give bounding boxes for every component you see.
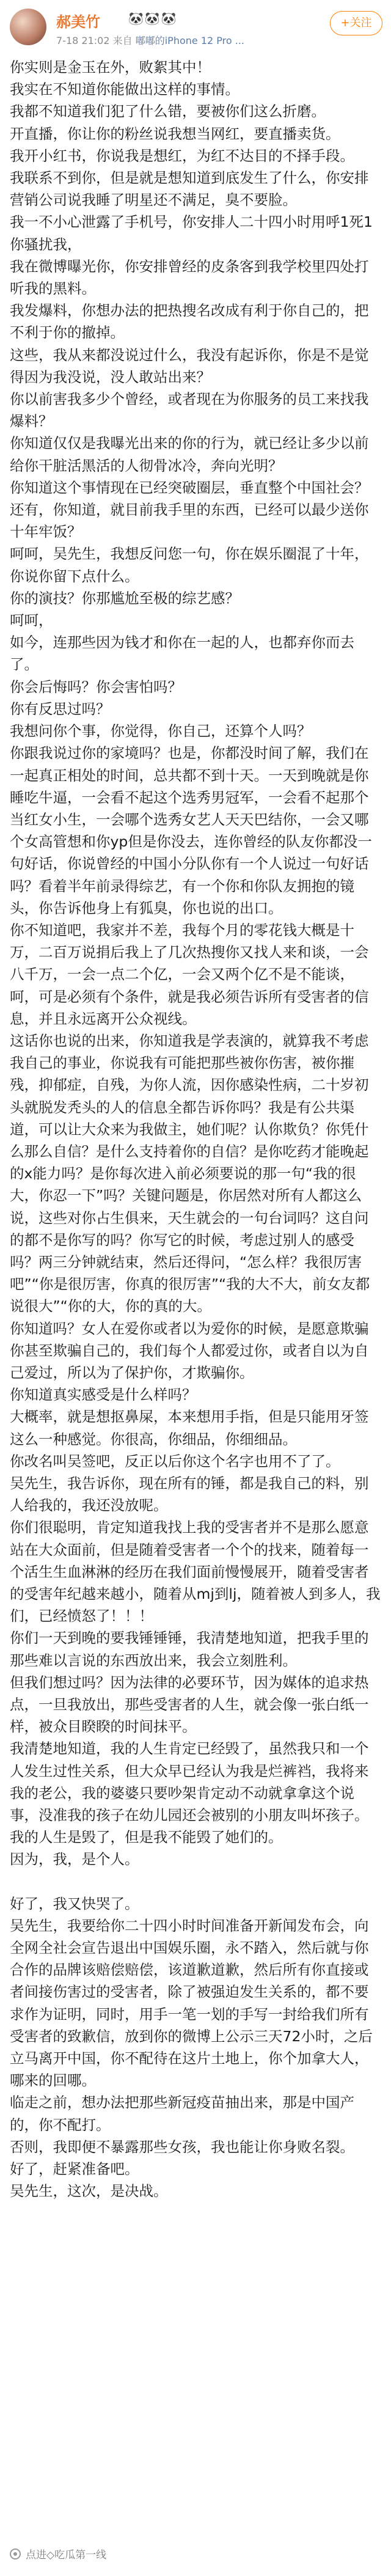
post-paragraph: 你们一天到晚的要我锤锤锤，我清楚地知道，把我手里的那些难以言说的东西放出来，我会立刻胜利。 bbox=[10, 1629, 369, 1669]
post-paragraph: 我的人生是毁了，但是我不能毁了她们的。 bbox=[10, 1829, 283, 1846]
post-paragraph: 你实则是金玉在外，败絮其中！ bbox=[10, 59, 211, 76]
blank-line bbox=[10, 1871, 381, 1893]
post-paragraph: 吴先生，这次，是决战。 bbox=[10, 2182, 168, 2200]
post-paragraph: 你有反思过吗？ bbox=[10, 700, 111, 717]
post-paragraph: 我想问你个事，你觉得，你自己，还算个人吗？ bbox=[10, 722, 312, 740]
post-body bbox=[0, 56, 391, 2203]
post-paragraph: 呵呵， bbox=[10, 612, 53, 629]
post-paragraph: 开直播，你让你的粉丝说我想当网红，要直播卖货。 bbox=[10, 125, 340, 142]
post-paragraph: 我在微博曝光你，你安排曾经的皮条客到我学校里四处打听我的黑料。 bbox=[10, 257, 369, 298]
post-paragraph: 你改名叫吴签吧，反正以后你这个名字也用不了了。 bbox=[10, 1452, 340, 1470]
post-paragraph: 吴先生，我要给你二十四小时时间准备开新闻发布会，向全网全社会宣告退出中国娱乐圈，永不踏入，然后就与你合作的品牌该赔偿赔偿，该道歉道歉，然后所有你直接或者间接伤害过的受害者，除了被强迫发生关系的，都不要求作为证明，同时，用手一笔一划的手写一封给我们所有受害者的致歉信，放到你的微博上公示三天72小时，之后立马离开中国，你不配待在这片土地上，你个加拿大人，哪来的回哪。 bbox=[10, 1917, 373, 2090]
post-paragraph: 我开小红书，你说我是想红，为红不达目的不择手段。 bbox=[10, 147, 354, 164]
post-paragraph: 你知道仅仅是我曝光出来的你的行为，就已经让多少以前给你干脏活黑活的人彻骨冰冷，奔向光明？ bbox=[10, 435, 369, 474]
eye-icon bbox=[10, 2548, 21, 2559]
post-paragraph: 我实在不知道你能做出这样的事情。 bbox=[10, 81, 239, 98]
post-paragraph: 你知道这个事情现在已经突破圈层，垂直整个中国社会？ bbox=[10, 479, 369, 496]
post-paragraph: 你的演技？你那尴尬至极的综艺感？ bbox=[10, 589, 239, 607]
post-paragraph: 大概率，就是想抠鼻屎，本来想用手指，但是只能用牙签这么一种感觉。你很高，你细品，你细细品。 bbox=[10, 1408, 369, 1448]
follow-button[interactable]: +关注 bbox=[330, 11, 382, 35]
post-paragraph: 吴先生，我告诉你，现在所有的锤，都是我自己的料，别人给我的，我还没放呢。 bbox=[10, 1475, 369, 1514]
post-meta bbox=[56, 33, 244, 47]
post-paragraph: 好了，赶紧准备吧。 bbox=[10, 2160, 139, 2178]
post-footer[interactable] bbox=[10, 2546, 106, 2561]
post-paragraph: 呵呵，吴先生，我想反问您一句，你在娱乐圈混了十年，你说你留下点什么。 bbox=[10, 545, 369, 585]
post-paragraph: 好了，我又快哭了。 bbox=[10, 1895, 139, 1912]
post-paragraph: 如今，连那些因为钱才和你在一起的人，也都弃你而去了。 bbox=[10, 634, 354, 673]
post-paragraph: 否则，我即便不暴露那些女孩，我也能让你身败名裂。 bbox=[10, 2138, 354, 2156]
post-paragraph: 你知道吗？女人在爱你或者以为爱你的时候，是愿意欺骗你甚至欺骗自己的，我们每个人都爱过你，或者自以为自己爱过，所以为了保护你，才欺骗你。 bbox=[10, 1319, 369, 1381]
post-paragraph: 临走之前，想办法把那些新冠疫苗抽出来，那是中国产的，你不配打。 bbox=[10, 2094, 354, 2134]
post-paragraph: 这话你也说的出来，你知道我是学表演的，就算我不考虑我自己的事业，你说我有可能把那些被你伤害，被你摧残，抑郁症，自残，为你人流，因你感染性病，二十岁初头就脱发秃头的人的信息全都告诉你吗？我是有公共渠道，可以让大众来为我做主，她们呢？认你欺负？你凭什么那么自信？是什么支持着你的自信？是你吃药才能晚起的x能力吗？是你每次进入前必须要说的那一句“我的很大，你忍一下”吗？关键问题是，你居然对所有人都这么说，这些对你占生俱来，天生就会的一句台词吗？这自问的都不是你写的吗？你写它的时候，考虑过别人的感受吗？两三分钟就结束，然后还得问，“怎么样？我很厉害吧”“你是很厉害，你真的很厉害”“我的大不大，前女友都说很大”“你的大，你的真的大。 bbox=[10, 1032, 370, 1315]
post-paragraph: 我都不知道我们犯了什么错，要被你们这么折磨。 bbox=[10, 103, 326, 120]
post-paragraph: 这些，我从来都没说过什么，我没有起诉你，你是不是觉得因为我没说，没人敢站出来？ bbox=[10, 346, 369, 386]
avatar[interactable] bbox=[10, 9, 46, 45]
post-paragraph: 但我们想过吗？因为法律的必要环节，因为媒体的追求热点，一旦我放出，那些受害者的人生，就会像一张白纸一样，被众目睽睽的时间抹平。 bbox=[10, 1673, 369, 1736]
post-paragraph: 还有，你知道，就目前我手里的东西，已经可以最少送你十年牢饭？ bbox=[10, 501, 369, 541]
post-paragraph: 你跟我说过你的家境吗？也是，你都没时间了解，我们在一起真正相处的时间，总共都不到十天。一天到晚就是你睡吃牛逼，一会看不起这个选秀男冠军，一会看不起那个当红女小生，一会哪个选秀女艺人天天巴结你，一会又哪个女高管想和你yp但是你没去，连你曾经的队友你都没一句好话，你说曾经的中国小分队你有一个人说过一句好话吗？看着半年前录得综艺，有一个你和你队友拥抱的镜头，你告诉他身上有狐臭，你也说的出口。 bbox=[10, 744, 372, 917]
post-paragraph: 你会后悔吗？你会害怕吗？ bbox=[10, 678, 182, 695]
badge-icons: 🐼🐼🐼 bbox=[128, 11, 178, 26]
post-paragraph: 我一不小心泄露了手机号，你安排人二十四小时用呼1死1你骚扰我， bbox=[10, 213, 373, 253]
source-prefix: 来自 bbox=[112, 35, 133, 46]
post-timestamp: 7-18 21:02 bbox=[56, 35, 110, 46]
post-paragraph: 你们很聪明，肯定知道我找上我的受害者并不是那么愿意站在大众面前，但是随着受害者一个个的找来，随着每一个活生生血淋淋的经历在我们面前慢慢展开，随着受害者的受害年纪越来越小，随着从mj到lj，随着被人到多人，我们，已经愤怒了！！！ bbox=[10, 1519, 381, 1625]
post-paragraph: 你不知道吧，我家并不差，我每个月的零花钱大概是十万，二百万说捐后我上了几次热搜你又找人来和谈，一会八千万，一会一点二个亿，一会又两个亿不是不能谈，呵，可是必须有个条件，就是我必须告诉所有受害者的信息，并且永远离开公众视线。 bbox=[10, 921, 369, 1027]
post-paragraph: 因为，我，是个人。 bbox=[10, 1851, 139, 1868]
post-paragraph: 你知道真实感受是什么样吗？ bbox=[10, 1386, 197, 1404]
device-name[interactable]: 嘟嘟的iPhone 12 Pro ... bbox=[135, 35, 244, 46]
post-paragraph: 你以前害我多少个曾经，或者现在为你服务的员工来找我爆料？ bbox=[10, 391, 369, 430]
post-header bbox=[0, 0, 391, 56]
post-paragraph: 我发爆料，你想办法的把热搜名改成有利于你自己的，把不利于你的撤掉。 bbox=[10, 302, 369, 342]
footer-link[interactable]: 点进◇吃瓜第一线 bbox=[26, 2549, 107, 2561]
post-paragraph: 我联系不到你，但是就是想知道到底发生了什么，你安排营销公司说我睡了明星还不满足，臭不要脸。 bbox=[10, 169, 369, 209]
author-name[interactable]: 郝美竹 bbox=[56, 13, 100, 31]
post-paragraph: 我清楚地知道，我的人生肯定已经毁了，虽然我只和一个人发生过性关系，但大众早已经认为我是烂裤裆，我将来我的老公，我的婆婆只要吵架肯定动不动就拿拿这个说事，没准我的孩子在幼儿园还会被别的小朋友叫坏孩子。 bbox=[10, 1740, 369, 1824]
